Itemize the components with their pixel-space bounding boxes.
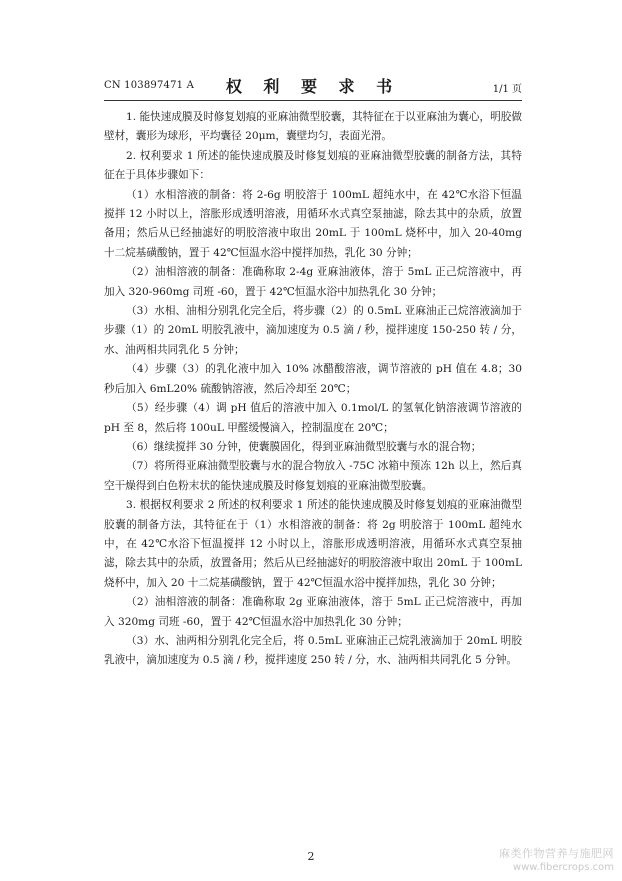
claim-2-step-4: （4）步骤（3）的乳化液中加入 10% 冰醋酸溶液，调节溶液的 pH 值在 4.8；30 秒后加入 6mL20% 硫酸钠溶液，然后冷却至 20℃； bbox=[104, 363, 522, 395]
watermark-url: www.fibercrops.com bbox=[512, 862, 614, 873]
page-label: 1/1 页 bbox=[492, 84, 522, 95]
claim-3: 3. 根据权利要求 2 所述的权利要求 1 所述的能快速成膜及时修复划痕的亚麻油微型胶囊的制备方法，其特征在于（1）水相溶液的制备：将 2g 明胶溶于 100mL 超纯水中，在 42℃水浴下恒温搅拌 12 小时以上，溶胀形成透明溶液，用循环水式真空泵抽滤，除去其中的杂质，放置备用；然后从已经抽滤好的明胶溶液中取出 20mL 于 100mL 烧杯中，加入 20 十二烷基磺酸钠，置于 42℃恒温水浴中搅拌加热，乳化 30 分钟； bbox=[104, 499, 522, 589]
document-title: 权 利 要 求 书 bbox=[225, 77, 401, 96]
claim-2-step-7: （7）将所得亚麻油微型胶囊与水的混合物放入 -75C 冰箱中预冻 12h 以上，然后真空干燥得到白色粉末状的能快速成膜及时修复划痕的亚麻油微型胶囊。 bbox=[104, 460, 522, 492]
claim-1: 1. 能快速成膜及时修复划痕的亚麻油微型胶囊，其特征在于以亚麻油为囊心，明胶做壁材，囊形为球形，平均囊径 20μm，囊壁均匀，表面光滑。 bbox=[104, 111, 522, 143]
page-header bbox=[104, 74, 522, 98]
watermark-site-name: 麻类作物营养与施肥网 bbox=[499, 847, 614, 860]
claim-3-step-2: （2）油相溶液的制备：准确称取 2g 亚麻油液体，溶于 5mL 正己烷溶液中，再加入 320mg 司班 -60，置于 42℃恒温水浴中加热乳化 30 分钟； bbox=[104, 596, 522, 628]
claim-2-step-6: （6）继续搅拌 30 分钟，使囊膜固化，得到亚麻油微型胶囊与水的混合物； bbox=[126, 440, 482, 453]
claim-2-step-2: （2）油相溶液的制备：准确称取 2-4g 亚麻油液体，溶于 5mL 正己烷溶液中，再加入 320-960mg 司班 -60，置于 42℃恒温水浴中加热乳化 30 分钟； bbox=[104, 266, 522, 298]
claim-2-step-5: （5）经步骤（4）调 pH 值后的溶液中加入 0.1mol/L 的氢氧化钠溶液调节溶液的 pH 至 8，然后将 100uL 甲醛缓慢滴入，控制温度在 20℃； bbox=[104, 402, 522, 434]
page-number: 2 bbox=[307, 850, 315, 863]
header-divider bbox=[104, 100, 522, 101]
watermark bbox=[499, 847, 614, 875]
claim-3-step-3: （3）水、油两相分别乳化完全后，将 0.5mL 亚麻油正己烷乳液滴加于 20mL 明胶乳液中，滴加速度为 0.5 滴 / 秒，搅拌速度 250 转 / 分，水、油两相共同乳化 5 分钟。 bbox=[104, 634, 522, 667]
claim-2-step-1: （1）水相溶液的制备：将 2-6g 明胶溶于 100mL 超纯水中，在 42℃水浴下恒温搅拌 12 小时以上，溶胀形成透明溶液，用循环水式真空泵抽滤，除去其中的杂质，放置备用；然后从已经抽滤好的明胶溶液中取出 20mL 于 100mL 烧杯中，加入 20-40mg 十二烷基磺酸钠，置于 42℃恒温水浴中搅拌加热，乳化 30 分钟； bbox=[104, 188, 522, 259]
patent-number: CN 103897471 A bbox=[104, 80, 195, 91]
claim-2: 2. 权利要求 1 所述的能快速成膜及时修复划痕的亚麻油微型胶囊的制备方法，其特征在于具体步骤如下： bbox=[104, 149, 522, 182]
claim-2-step-3: （3）水相、油相分别乳化完全后，将步骤（2）的 0.5mL 亚麻油正己烷溶液滴加于步骤（1）的 20mL 明胶乳液中，滴加速度为 0.5 滴 / 秒，搅拌速度 150-250 转 / 分，水、油两相共同乳化 5 分钟； bbox=[104, 305, 522, 356]
claims-body bbox=[104, 108, 522, 671]
